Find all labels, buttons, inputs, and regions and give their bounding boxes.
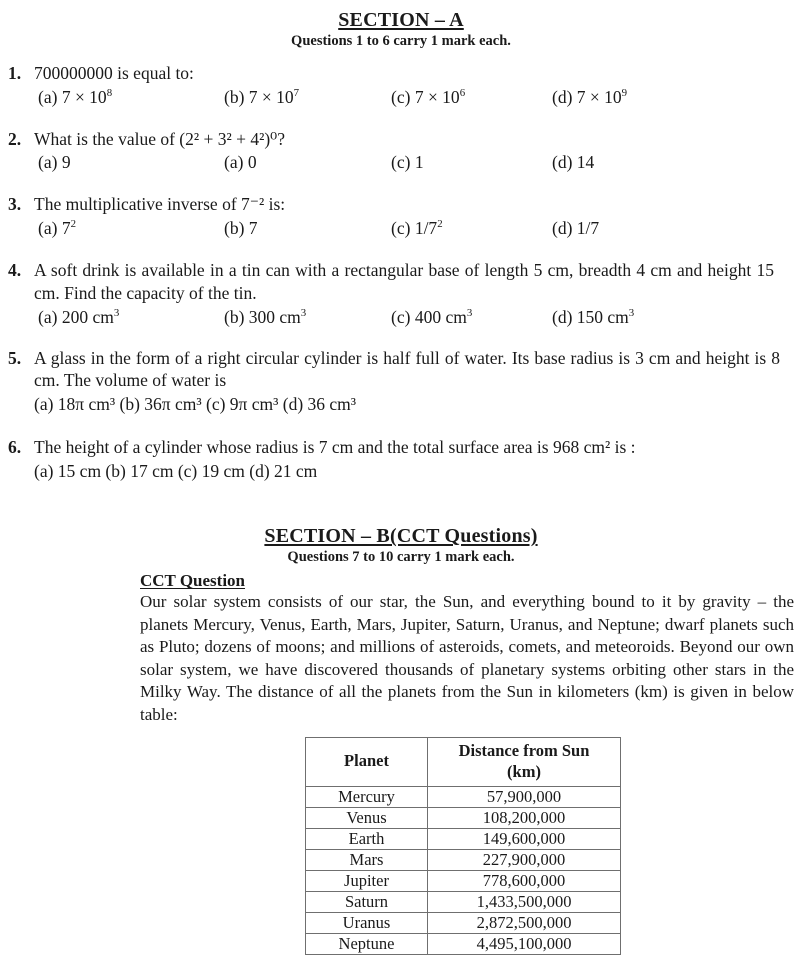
table-cell-distance: 57,900,000 [428, 787, 621, 808]
option-value: 150 cm [576, 306, 629, 327]
table-cell-distance: 1,433,500,000 [428, 892, 621, 913]
table-cell-planet: Venus [306, 808, 428, 829]
option-exponent: 3 [628, 306, 635, 319]
option-exponent: 8 [106, 86, 113, 99]
question-5-options[interactable]: (a) 18π cm³ (b) 36π cm³ (c) 9π cm³ (d) 36 cm³ [34, 394, 357, 415]
question-4-text: A soft drink is available in a tin can with a rectangular base of length 5 cm, breadth 4 cm and height 15 cm. Find the capacity of the tin. [34, 260, 774, 303]
question-5 [0, 347, 802, 416]
question-5-text: A glass in the form of a right circular cylinder is half full of water. Its base radius is 3 cm and height is 8 cm. The volume of water is [34, 347, 780, 391]
option-value: 300 cm [248, 306, 301, 327]
table-header-planet: Planet [306, 738, 428, 787]
option-label: (c) [391, 218, 411, 239]
question-3-option-a[interactable] [38, 217, 76, 240]
planet-distance-table [305, 737, 621, 955]
section-a-subtitle: Questions 1 to 6 carry 1 mark each. [291, 33, 511, 49]
question-1-options [34, 86, 802, 110]
table-cell-planet: Earth [306, 829, 428, 850]
table-cell-distance: 227,900,000 [428, 850, 621, 871]
option-value: 0 [247, 152, 257, 173]
option-value: 400 cm [414, 306, 467, 327]
table-head [306, 738, 621, 787]
table-row [306, 892, 621, 913]
question-2-option-2[interactable] [224, 151, 257, 174]
option-exponent: 3 [466, 306, 473, 319]
option-value: 1/7 [576, 218, 600, 239]
table-cell-distance: 2,872,500,000 [428, 913, 621, 934]
option-value: 7 × 10 [576, 86, 622, 107]
question-1-option-a[interactable] [38, 86, 112, 109]
question-4-option-c[interactable] [391, 306, 472, 329]
table-row [306, 934, 621, 955]
table-cell-distance: 149,600,000 [428, 829, 621, 850]
question-2-option-4[interactable] [552, 151, 594, 174]
question-2-option-3[interactable] [391, 151, 424, 174]
cct-passage: Our solar system consists of our star, the Sun, and everything bound to it by gravity – the planets Mercury, Venus, Earth, Mars, Jupiter, Saturn, Uranus, and Neptune; dwarf planets such as Pluto; dozens of moons; and millions of asteroids, comets, and meteoroids. Beyond our own solar system, we have discovered thousands of planetary systems orbiting other stars in the Milky Way. The distance of all the planets from the Sun in kilometers (km) is given in below table: [140, 592, 794, 724]
table-body [306, 787, 621, 955]
table-row [306, 787, 621, 808]
option-value: 7 × 10 [61, 86, 107, 107]
option-exponent: 7 [293, 86, 300, 99]
question-1-option-d[interactable] [552, 86, 627, 109]
question-2-number: 2. [8, 128, 22, 149]
table-header-distance [428, 738, 621, 787]
option-exponent: 6 [459, 86, 466, 99]
table-cell-planet: Mercury [306, 787, 428, 808]
table-cell-planet: Uranus [306, 913, 428, 934]
option-exponent: 2 [70, 218, 76, 231]
question-1-number: 1. [8, 62, 22, 83]
table-row [306, 850, 621, 871]
option-label: (a) [38, 152, 58, 173]
option-label: (d) [552, 86, 573, 107]
question-4 [0, 259, 802, 330]
option-label: (d) [552, 218, 573, 239]
question-3-option-d[interactable] [552, 217, 599, 240]
table-row [306, 829, 621, 850]
option-label: (b) [224, 218, 245, 239]
option-exponent: 3 [113, 306, 120, 319]
option-value: 1 [414, 152, 424, 173]
table-header-distance-line1: Distance from Sun [458, 741, 590, 760]
planet-distance-table-wrapper [305, 737, 621, 955]
option-label: (d) [552, 306, 573, 327]
option-label: (b) [224, 86, 245, 107]
option-value: 7 × 10 [248, 86, 294, 107]
option-label: (c) [391, 152, 411, 173]
table-row [306, 913, 621, 934]
question-3-option-b[interactable] [224, 217, 258, 240]
question-4-options [34, 306, 774, 330]
option-value: 200 cm [61, 306, 114, 327]
question-2-options [34, 151, 802, 175]
option-exponent: 3 [300, 306, 307, 319]
option-label: (d) [552, 152, 573, 173]
option-label: (c) [391, 306, 411, 327]
question-1-text: 700000000 is equal to: [34, 62, 194, 83]
option-value: 9 [61, 152, 71, 173]
question-3-options [34, 217, 802, 241]
exam-paper-page [0, 10, 802, 961]
question-1-option-b[interactable] [224, 86, 299, 109]
table-header-distance-line2: (km) [507, 761, 541, 781]
question-2-text: What is the value of (2² + 3² + 4²)⁰? [34, 128, 285, 149]
question-3-option-c[interactable] [391, 217, 443, 240]
section-a-heading [0, 10, 802, 31]
table-cell-planet: Mars [306, 850, 428, 871]
section-a-heading-text: SECTION – A [338, 9, 464, 31]
question-3 [0, 193, 802, 241]
option-value: 1/7 [414, 218, 438, 239]
option-label: (a) [38, 306, 58, 327]
option-exponent: 2 [437, 218, 443, 231]
question-4-number: 4. [8, 260, 22, 281]
option-exponent: 9 [621, 86, 628, 99]
question-2-option-1[interactable] [38, 151, 71, 174]
question-4-option-d[interactable] [552, 306, 634, 329]
question-4-option-b[interactable] [224, 306, 306, 329]
option-label: (a) [38, 218, 58, 239]
table-cell-planet: Jupiter [306, 871, 428, 892]
question-6 [0, 436, 802, 483]
question-3-text: The multiplicative inverse of 7⁻² is: [34, 194, 286, 215]
cct-question-label: CCT Question [140, 571, 246, 591]
option-value: 7 [248, 218, 258, 239]
question-1-option-c[interactable] [391, 86, 465, 109]
option-label: (a) [38, 86, 58, 107]
question-1 [0, 62, 802, 110]
question-3-number: 3. [8, 194, 22, 215]
section-b-subtitle: Questions 7 to 10 carry 1 mark each. [287, 549, 515, 566]
question-6-number: 6. [8, 436, 22, 457]
option-label: (a) [224, 152, 244, 173]
cct-question-label-row [0, 571, 802, 591]
option-value: 7 × 10 [414, 86, 460, 107]
table-cell-planet: Saturn [306, 892, 428, 913]
section-b-heading-text: SECTION – B(CCT Questions) [264, 525, 538, 548]
option-value: 7 [61, 218, 71, 239]
question-4-option-a[interactable] [38, 306, 119, 329]
table-cell-distance: 108,200,000 [428, 808, 621, 829]
table-row [306, 871, 621, 892]
table-cell-distance: 778,600,000 [428, 871, 621, 892]
option-label: (c) [391, 86, 411, 107]
option-label: (b) [224, 306, 245, 327]
question-2 [0, 128, 802, 176]
option-value: 14 [576, 152, 595, 173]
question-5-number: 5. [8, 347, 22, 368]
section-b-heading [0, 526, 802, 547]
table-cell-distance: 4,495,100,000 [428, 934, 621, 955]
table-cell-planet: Neptune [306, 934, 428, 955]
table-row [306, 808, 621, 829]
question-6-text: The height of a cylinder whose radius is 7 cm and the total surface area is 968 cm² is : [34, 436, 636, 457]
table-header-row [306, 738, 621, 787]
question-6-options[interactable]: (a) 15 cm (b) 17 cm (c) 19 cm (d) 21 cm [34, 460, 318, 481]
